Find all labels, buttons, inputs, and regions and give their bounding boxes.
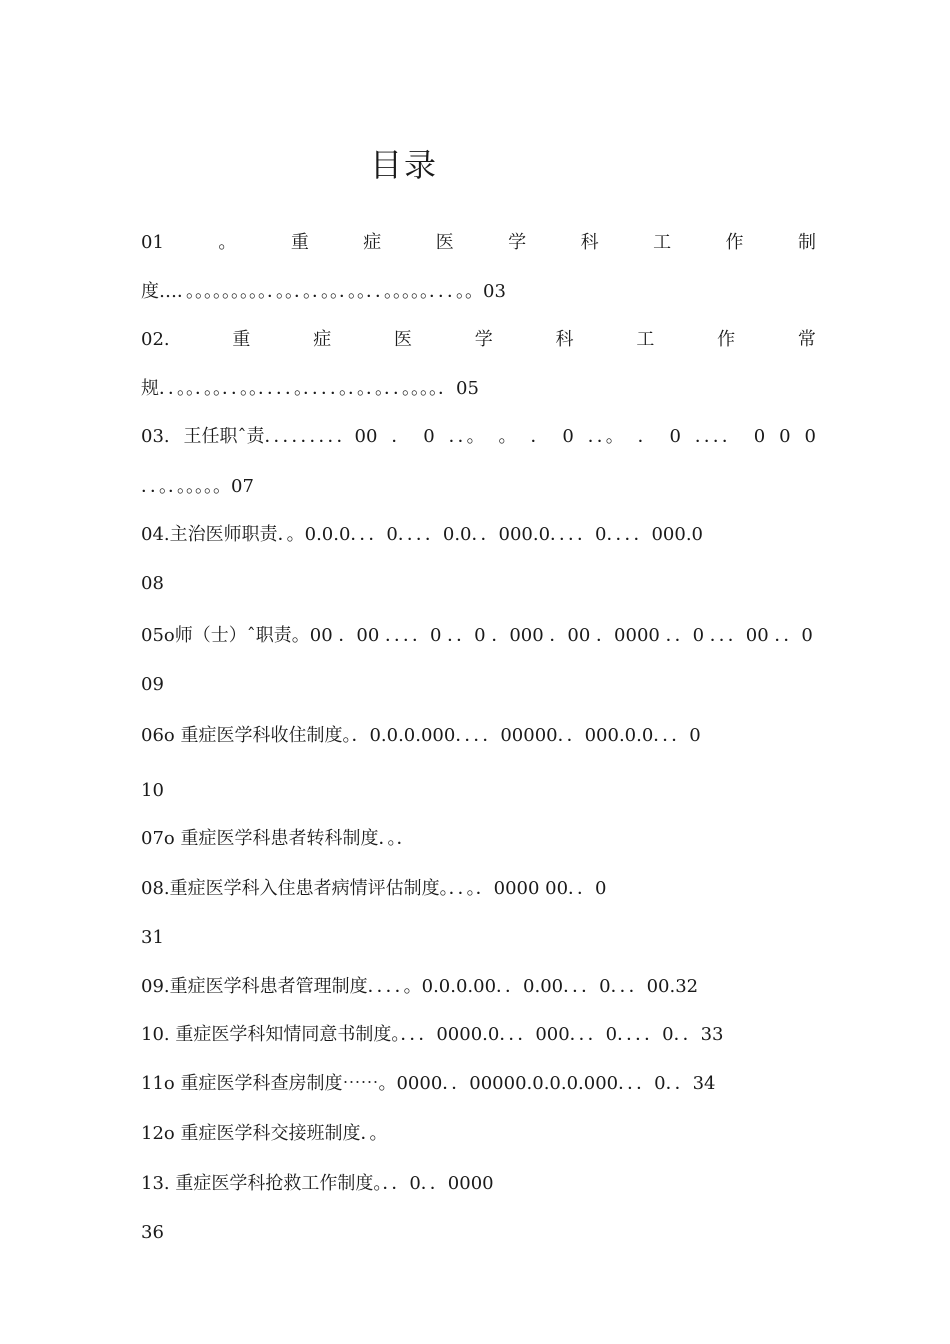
toc-entry-01-continuation: 度…．。。。。。。。。。．。。．。．。。．。。．．。。。。。．．．。。03 [141, 281, 506, 302]
toc-token: ． [391, 426, 410, 447]
toc-token: ． [530, 426, 549, 447]
toc-entry-10: 10. 重症医学科知情同意书制度。．．．0000.0．．．000．．．0．．．．0．．33 [141, 1024, 724, 1045]
toc-entry-05-page: 09 [141, 674, 164, 695]
toc-token: 0 [423, 426, 435, 447]
toc-token: 03. [141, 426, 170, 447]
toc-entry-07: 07o 重症医学科患者转科制度．。． [141, 828, 415, 849]
toc-token: ．．．． [694, 426, 740, 447]
toc-entry-06: 06o 重症医学科收住制度。．0.0.0.000．．．．00000．．000.0.0．．．0 [141, 725, 701, 746]
toc-entry-06-page: 10 [141, 780, 164, 801]
toc-token: 学 [474, 329, 493, 350]
toc-token: 医 [435, 232, 454, 253]
toc-entry-09: 09.重症医学科患者管理制度．．．．。0.0.0.00．．0.00．．．0．．．00.32 [141, 976, 699, 997]
toc-entry-05: 05o师（士）ˆ职责。00 ．00 ．．．．0 ．．0 ．000 ．00 ．0000 ．．0 ．．．00 ．．0 [141, 625, 813, 646]
toc-entry-03-continuation: ．．。．。。。。。07 [141, 476, 254, 497]
toc-token: 常 [797, 329, 816, 350]
page-title: 目录 [370, 146, 439, 184]
toc-entry-13: 13. 重症医学科抢救工作制度。．．0．．0000 [141, 1173, 494, 1194]
toc-token: ．．。 [587, 426, 624, 447]
toc-token: 0 [753, 426, 766, 447]
toc-token: 重 [232, 329, 251, 350]
toc-token: 症 [313, 329, 332, 350]
toc-token: 科 [555, 329, 574, 350]
toc-entry-12: 12o 重症医学科交接班制度．。 [141, 1123, 388, 1144]
toc-token: 医 [393, 329, 412, 350]
toc-token: 02. [141, 329, 170, 350]
toc-token: 0 [779, 426, 791, 447]
toc-token: ． [637, 426, 656, 447]
toc-token: 症 [363, 232, 382, 253]
toc-token: ．．。 [448, 426, 485, 447]
toc-token: 学 [508, 232, 527, 253]
toc-entry-08-page: 31 [141, 927, 164, 948]
toc-entry-08: 08.重症医学科入住患者病情评估制度。．．。．0000 00．．0 [141, 878, 607, 899]
toc-entry-04: 04.主治医师职责．。0.0.0．．．0．．．．0.0．．000.0．．．．0．．．．000.0 [141, 524, 704, 545]
toc-token: 。 [218, 232, 237, 253]
toc-entry-02-spread [141, 328, 816, 352]
toc-token: 制 [797, 232, 816, 253]
toc-entry-01-spread [141, 231, 816, 255]
toc-token: 科 [580, 232, 599, 253]
toc-token: 0 [669, 426, 681, 447]
toc-entry-13-page: 36 [141, 1222, 164, 1243]
toc-entry-04-page: 08 [141, 573, 164, 594]
toc-entry-11: 11o 重症医学科查房制度⋯⋯。0000．．00000.0.0.0.000．．．0．．34 [141, 1073, 716, 1094]
toc-token: 王任职ˆ责．．．．．．．．．00 [183, 426, 378, 447]
toc-token: 。 [498, 426, 517, 447]
toc-entry-03-spread [141, 425, 816, 449]
toc-token: 重 [290, 232, 309, 253]
toc-token: 工 [636, 329, 655, 350]
toc-token: 工 [653, 232, 672, 253]
toc-entry-02-continuation: 规．．。。．。。．．。。．．．．。．．．．。．。．。．．。。。。．05 [141, 378, 479, 399]
toc-token: 作 [717, 329, 736, 350]
toc-token: 01 [141, 232, 164, 253]
toc-token: 0 [804, 426, 816, 447]
toc-token: 作 [725, 232, 744, 253]
toc-token: 0 [562, 426, 574, 447]
